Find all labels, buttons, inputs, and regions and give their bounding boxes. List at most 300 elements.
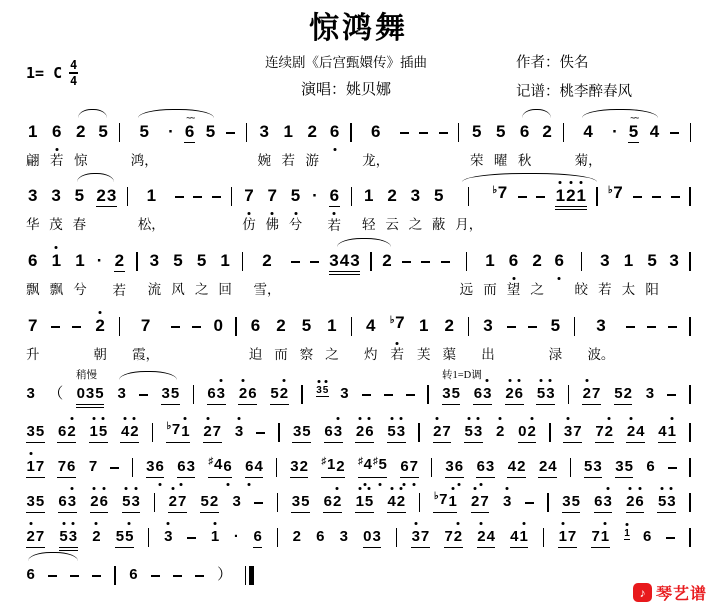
- note-cell: [365, 422, 374, 442]
- digit: 6: [329, 121, 340, 141]
- note: [166, 422, 190, 443]
- note-token: [177, 457, 196, 478]
- barline: [276, 458, 277, 477]
- digit: 3: [291, 492, 301, 510]
- barline: [419, 493, 420, 512]
- score-line: [26, 173, 691, 231]
- note-cell: [125, 527, 134, 547]
- digit: 6: [316, 527, 325, 545]
- note: [364, 186, 374, 206]
- lyric: 皎: [574, 281, 589, 297]
- score: [26, 109, 691, 585]
- score-line: [26, 367, 691, 408]
- digit: 3: [234, 422, 244, 440]
- note: [433, 422, 452, 443]
- note-cell: [253, 527, 262, 547]
- note-cell: [573, 422, 582, 442]
- barline: [570, 458, 571, 477]
- note-cell: [433, 490, 448, 512]
- duration-dash: [362, 394, 371, 396]
- note-cell: [98, 422, 107, 442]
- barline: [351, 317, 352, 336]
- note-cell: [444, 316, 454, 336]
- note: [355, 492, 374, 513]
- digit: 6: [400, 457, 409, 475]
- duration-dash: [518, 196, 527, 198]
- note-cell: [89, 422, 98, 442]
- note: [646, 457, 655, 477]
- note-cell: [130, 422, 139, 442]
- digit: 3: [445, 457, 454, 475]
- barline: [468, 317, 469, 336]
- note-cell: [419, 316, 429, 336]
- note-token: [195, 565, 204, 577]
- lyric: 若: [49, 152, 64, 168]
- note-cell: [35, 492, 44, 512]
- note-token: [441, 251, 450, 263]
- digit: 5: [200, 492, 209, 510]
- note: [502, 492, 511, 512]
- note-cell: [177, 457, 186, 477]
- digit: 3: [473, 422, 483, 440]
- duration-dash: [647, 326, 656, 328]
- digit: 5: [624, 457, 633, 475]
- note-cell: [329, 122, 339, 142]
- note-cell: [146, 186, 156, 206]
- note-cell: [51, 122, 61, 142]
- note-cell: [131, 492, 140, 512]
- octave-dot-above: [133, 417, 136, 420]
- note: [329, 186, 339, 207]
- digit: 3: [186, 457, 195, 475]
- note-token: [496, 422, 505, 442]
- note-token: [321, 457, 345, 478]
- header-meta: [26, 51, 691, 101]
- digit: 2: [566, 185, 576, 205]
- digit: 3: [600, 250, 610, 270]
- note-token: [152, 422, 153, 442]
- digit: 5: [451, 384, 460, 402]
- note-cell: [477, 527, 486, 547]
- digit: 1: [26, 457, 35, 475]
- digit: 7: [395, 312, 405, 332]
- note-cell: [532, 251, 542, 271]
- barline: [689, 187, 690, 206]
- octave-dot-above: [324, 380, 327, 383]
- note: [290, 457, 309, 478]
- note-token: [249, 316, 263, 360]
- note: [471, 122, 481, 142]
- note-token: [132, 316, 159, 360]
- note-token: [292, 527, 301, 547]
- note-token: [210, 527, 219, 547]
- final-barline: [245, 566, 254, 585]
- augmentation-dot: ·: [96, 250, 103, 270]
- note-cell: [76, 384, 85, 404]
- note-token: [92, 565, 101, 577]
- note-cell: [299, 457, 308, 477]
- note-token: [646, 457, 655, 477]
- note-cell: [444, 527, 453, 547]
- note-token: [645, 384, 654, 404]
- digit: 6: [594, 492, 603, 510]
- note-token: [406, 384, 415, 396]
- digit: 6: [554, 250, 564, 270]
- duration-dash: [667, 394, 676, 396]
- digit: 1: [485, 250, 495, 270]
- digit: 6: [57, 422, 67, 440]
- note-cell: [647, 251, 657, 271]
- duration-dash: [666, 537, 675, 539]
- note-cell: [372, 455, 387, 477]
- note-token: [433, 492, 457, 513]
- digit: 5: [364, 492, 374, 510]
- digit: 3: [51, 185, 61, 205]
- note-cell: [283, 122, 293, 142]
- digit: 1: [558, 527, 567, 545]
- duration-dash: [48, 575, 57, 577]
- note-token: [329, 251, 360, 275]
- accidental: ♯: [372, 455, 378, 467]
- note-cell: [364, 492, 373, 512]
- note-token: [626, 316, 635, 328]
- lyric: 芙: [417, 346, 431, 362]
- note: [444, 527, 463, 548]
- note-cell: [35, 457, 44, 477]
- note-cell: [149, 251, 159, 271]
- note-cell: [67, 422, 76, 442]
- digit: 3: [85, 384, 95, 402]
- note: [538, 457, 557, 478]
- note-cell: [26, 492, 35, 512]
- duration-dash: [92, 575, 101, 577]
- note-token: [26, 492, 45, 513]
- digit: 7: [57, 457, 67, 475]
- duration-dash: [51, 326, 60, 328]
- note-token: [328, 186, 342, 231]
- digit: 3: [117, 384, 126, 402]
- barline: [119, 317, 120, 336]
- digit: 5: [536, 384, 546, 402]
- note-cell: [576, 186, 586, 206]
- digit: 2: [582, 384, 592, 402]
- duration-dash: [668, 326, 677, 328]
- note-cell: [643, 527, 652, 547]
- note-token: [195, 251, 209, 295]
- note-token: [265, 186, 279, 230]
- lyric: 飘: [49, 281, 64, 297]
- note-token: [119, 122, 120, 142]
- note: [507, 457, 526, 478]
- note-cell: [483, 316, 493, 336]
- note-cell: [200, 492, 209, 512]
- digit: 2: [517, 457, 526, 475]
- digit: 3: [164, 527, 173, 545]
- note-cell: [234, 422, 243, 442]
- note: [28, 122, 38, 142]
- note-token: [316, 527, 325, 547]
- note-token: [382, 251, 392, 271]
- note-cell: [372, 527, 381, 547]
- mordent-mark: ~~: [186, 113, 194, 122]
- note: [57, 422, 76, 443]
- note-token: [110, 457, 119, 469]
- lyric: 佛: [265, 216, 279, 232]
- digit: 1: [146, 185, 157, 205]
- lyric: 之: [194, 281, 209, 297]
- digit: 5: [95, 384, 104, 402]
- note-cell: [471, 492, 480, 512]
- digit: 7: [35, 457, 45, 475]
- song-title: 惊鸿舞: [309, 12, 408, 45]
- lyric: 朝: [93, 346, 107, 362]
- note-token: [277, 492, 278, 512]
- note-cell: [396, 422, 405, 442]
- digit: 6: [184, 121, 195, 141]
- note: [321, 457, 345, 478]
- octave-dot-above: [184, 417, 187, 420]
- lyric: 之: [530, 281, 544, 297]
- note-cell: [563, 422, 572, 442]
- digit: 2: [355, 422, 365, 440]
- parenthesis: （: [48, 384, 64, 402]
- note: [26, 565, 35, 585]
- note-cell: [323, 492, 332, 512]
- note-token: [235, 316, 236, 336]
- duration-dash: [441, 261, 450, 263]
- digit: 3: [232, 492, 241, 510]
- octave-dot-above: [171, 487, 174, 490]
- digit: 6: [245, 457, 254, 475]
- note-token: [208, 457, 232, 478]
- octave-dot-above: [506, 487, 509, 490]
- digit: 2: [336, 457, 345, 475]
- note-cell: [566, 186, 576, 206]
- note-token: [151, 565, 160, 577]
- note-token: [442, 316, 456, 360]
- duration-dash: [668, 467, 677, 469]
- lyric: 荣: [469, 152, 484, 168]
- slur-arc: [138, 109, 214, 118]
- octave-dot-above: [101, 417, 104, 420]
- note-token: [518, 422, 537, 443]
- digit: 6: [26, 565, 35, 583]
- barline: [690, 123, 691, 142]
- digit: 3: [563, 422, 573, 440]
- octave-dot-above: [561, 522, 564, 525]
- duration-dash: [626, 326, 635, 328]
- note-cell: [658, 422, 667, 442]
- digit: 1: [283, 121, 293, 141]
- digit: 4: [365, 315, 376, 335]
- note-token: [464, 422, 483, 443]
- note-token: [242, 251, 243, 271]
- note-token: [132, 457, 133, 477]
- digit: 7: [444, 527, 453, 545]
- digit: 1: [28, 121, 38, 141]
- note-cell: [595, 422, 604, 442]
- note-token: [502, 492, 511, 512]
- octave-dot-above: [626, 523, 629, 526]
- digit: 2: [299, 457, 308, 475]
- note: [400, 457, 419, 478]
- barline: [543, 528, 544, 547]
- note: [596, 316, 606, 336]
- note: [270, 384, 289, 405]
- note-token: [246, 122, 247, 142]
- digit: 3: [146, 457, 155, 475]
- note-token: [175, 186, 184, 198]
- note-cell: [26, 422, 35, 442]
- note-cell: [301, 492, 310, 512]
- digit: 6: [508, 250, 519, 270]
- digit: 3: [603, 492, 612, 510]
- note-cell: [442, 384, 451, 404]
- note-token: [355, 492, 374, 513]
- digit: 3: [562, 492, 571, 510]
- lyric: 蔽: [431, 216, 446, 232]
- note-cell: [480, 492, 489, 512]
- duration-dash: [507, 326, 516, 328]
- note-token: [670, 122, 679, 134]
- note: [582, 384, 601, 405]
- octave-dot-above: [55, 246, 58, 249]
- note-cell: [555, 186, 565, 206]
- digit: 0: [518, 422, 527, 440]
- note-token: [316, 384, 327, 397]
- note-cell: [454, 457, 463, 477]
- note-token: [96, 186, 117, 207]
- duration-dash: [406, 394, 415, 396]
- note-cell: [591, 527, 600, 547]
- note-token: [50, 122, 64, 166]
- note-token: [323, 492, 342, 513]
- note-cell: [624, 528, 631, 539]
- note-token: [387, 422, 406, 443]
- octave-dot-above: [128, 522, 131, 525]
- note: [75, 122, 85, 142]
- digit: 5: [433, 185, 444, 205]
- lyric: 飘: [26, 281, 40, 297]
- note-token: [73, 251, 87, 295]
- note-cell: [291, 492, 300, 512]
- note: [146, 457, 165, 478]
- augmentation-dot: ·: [168, 121, 174, 141]
- note-token: [148, 527, 149, 547]
- digit: 4: [649, 121, 660, 141]
- note-token: [292, 422, 311, 443]
- augmentation-dot: ·: [612, 121, 618, 141]
- note-cell: [667, 422, 676, 442]
- digit: 7: [212, 422, 222, 440]
- note-token: [689, 316, 690, 336]
- note-token: [549, 316, 563, 360]
- note: [495, 122, 505, 142]
- note-cell: [250, 316, 260, 336]
- score-line: [26, 445, 691, 478]
- note-cell: [485, 457, 494, 477]
- note: [669, 251, 679, 271]
- note-token: [274, 316, 288, 360]
- note-token: [483, 251, 497, 295]
- digit: 6: [99, 492, 108, 510]
- octave-dot-above: [390, 417, 393, 420]
- digit: 2: [433, 422, 442, 440]
- digit: 3: [316, 384, 322, 396]
- singer: 演唱：姚贝娜: [300, 81, 391, 98]
- note-cell: [623, 384, 632, 404]
- digit: 2: [626, 422, 636, 440]
- note: [365, 316, 375, 336]
- note-cell: [657, 492, 666, 512]
- note: [323, 492, 342, 513]
- digit: 3: [259, 121, 269, 141]
- digit: 5: [205, 121, 216, 141]
- note: [149, 251, 159, 271]
- duration-dash: [652, 196, 661, 198]
- note-cell: [527, 422, 536, 442]
- note-cell: [216, 384, 225, 404]
- note: [51, 251, 61, 271]
- note-token: [492, 182, 508, 206]
- octave-dot-above: [549, 379, 552, 382]
- octave-dot-above: [670, 417, 673, 420]
- note-token: [300, 316, 314, 360]
- slur-arc: [337, 238, 391, 247]
- duration-dash: [310, 261, 319, 263]
- digit: 3: [106, 185, 117, 205]
- augmentation-dot: ·: [312, 185, 318, 205]
- note: [329, 251, 360, 275]
- note-cell: [254, 457, 263, 477]
- note: [292, 527, 301, 547]
- barline: [132, 458, 133, 477]
- barline: [148, 528, 149, 547]
- note-cell: [279, 384, 288, 404]
- augmentation-dot: ·: [233, 527, 239, 545]
- note-token: [310, 251, 319, 263]
- duration-dash: [256, 432, 265, 434]
- octave-dot-above: [456, 522, 459, 525]
- octave-dot-above: [567, 417, 570, 420]
- digit: 2: [262, 250, 272, 270]
- note-token: [76, 384, 104, 408]
- note-token: [470, 122, 484, 166]
- note-cell: [170, 384, 179, 404]
- barline: [549, 423, 550, 442]
- octave-dot-above: [390, 487, 393, 490]
- digit: 1: [448, 492, 457, 510]
- note-token: [187, 527, 196, 539]
- note-token: [689, 527, 690, 547]
- note: [213, 316, 223, 336]
- octave-dot-above: [102, 487, 105, 490]
- note-cell: [363, 527, 372, 547]
- digit: 2: [96, 185, 106, 205]
- logo-text: 琴艺谱: [655, 586, 707, 603]
- barline: [581, 252, 582, 271]
- octave-dot-above: [399, 487, 402, 490]
- digit: 5: [35, 422, 45, 440]
- note-cell: [210, 527, 219, 547]
- note-cell: [340, 384, 349, 404]
- logo-icon: ♪: [633, 583, 652, 602]
- score-line: [26, 553, 233, 585]
- note: [471, 492, 490, 513]
- note-token: [351, 186, 352, 206]
- note-cell: [98, 122, 108, 142]
- note-token: [558, 527, 577, 548]
